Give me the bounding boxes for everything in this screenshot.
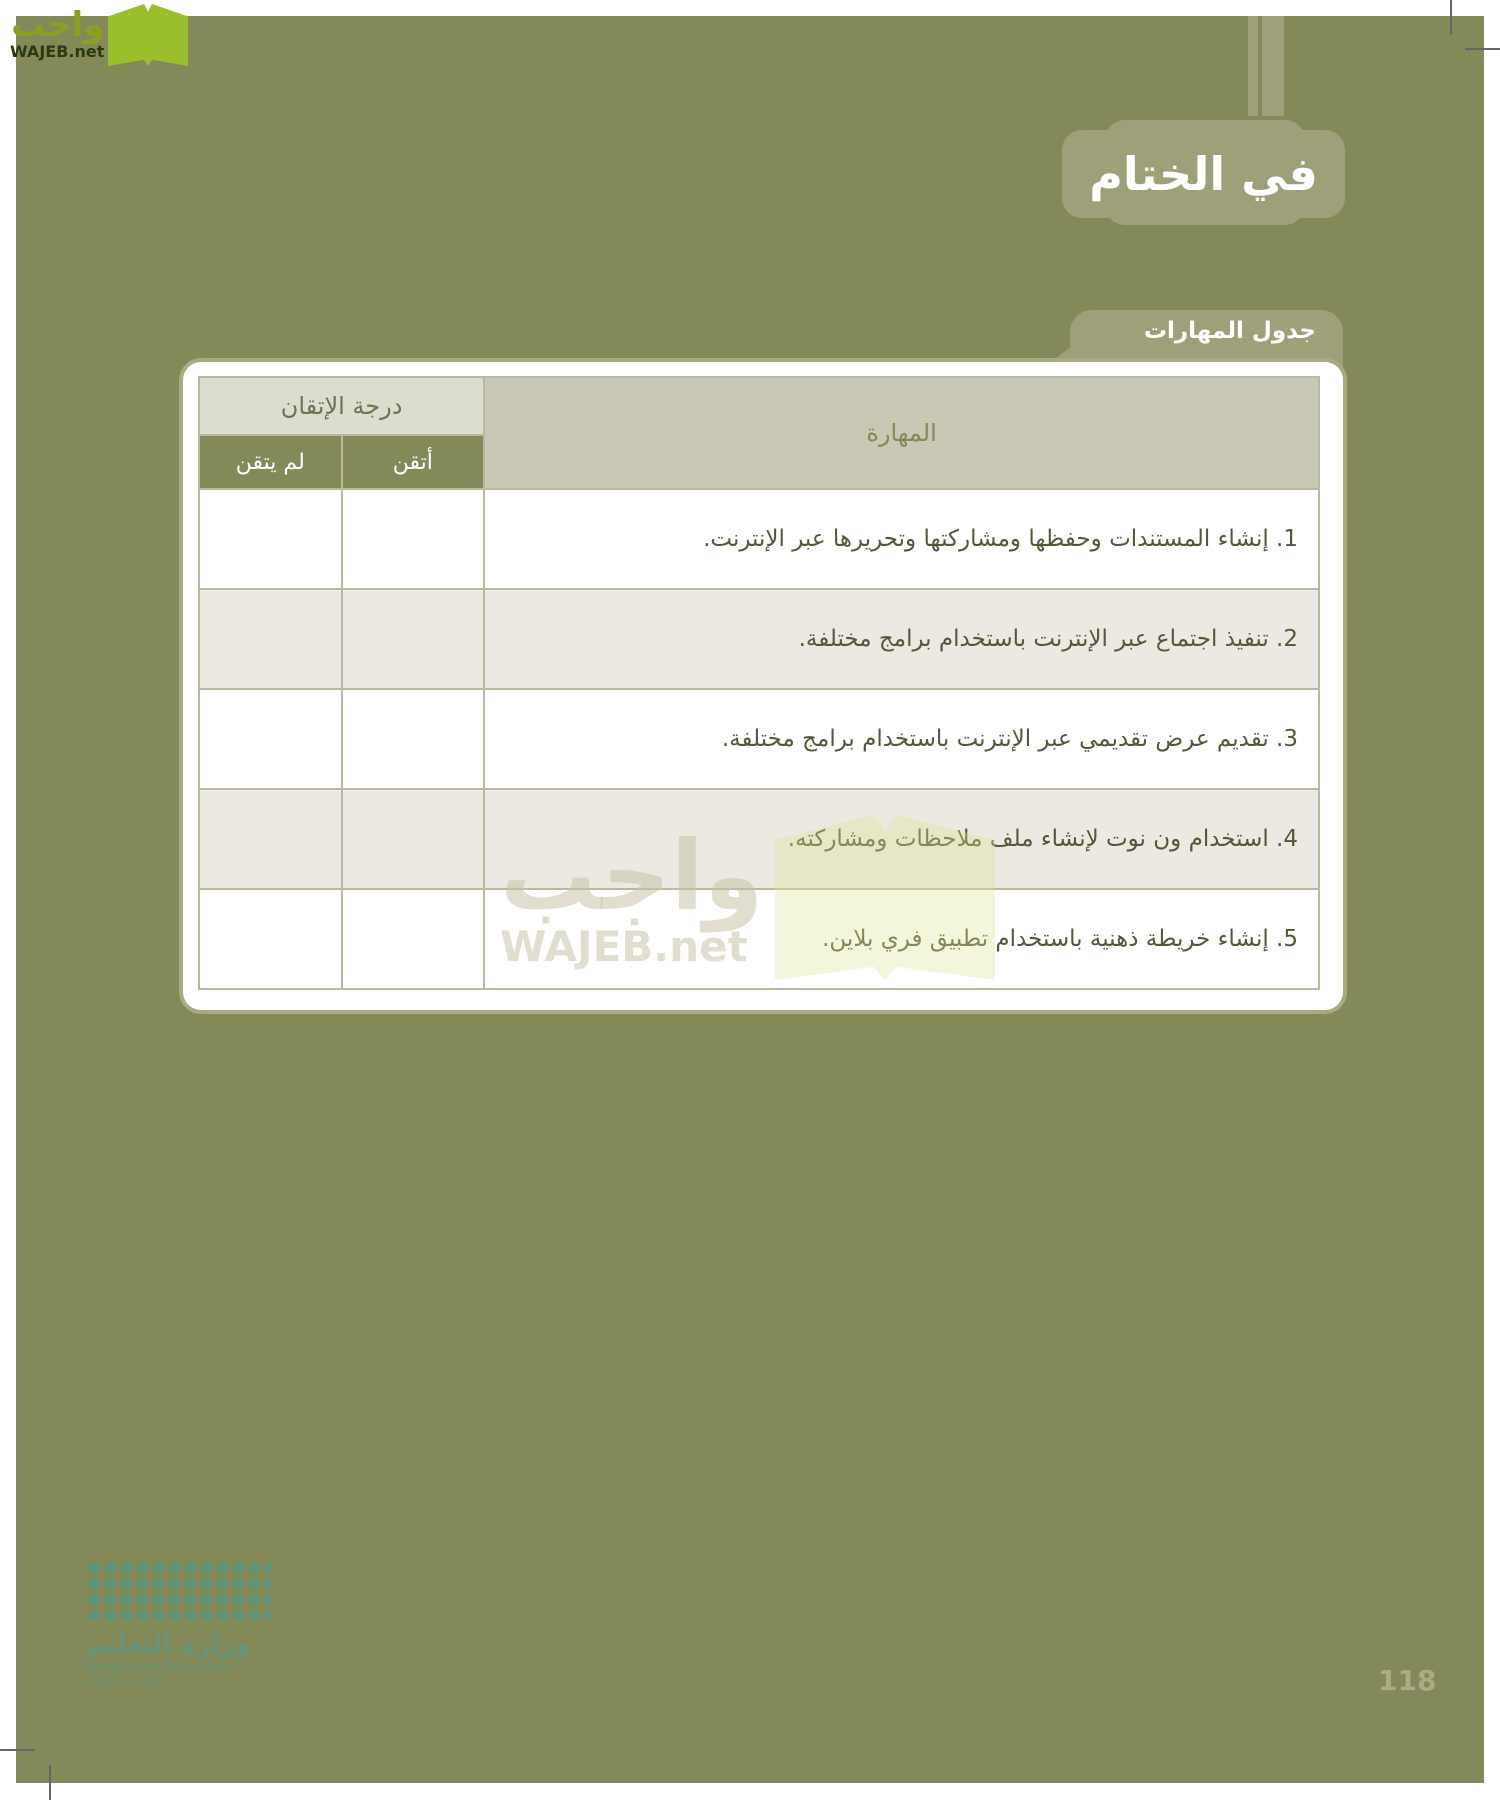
skill-cell: 1. إنشاء المستندات وحفظها ومشاركتها وتحريرها عبر الإنترنت. [484, 489, 1319, 589]
crop-mark [0, 1749, 35, 1751]
not-mastered-cell[interactable] [199, 789, 342, 889]
crop-mark [1450, 0, 1452, 35]
mastered-cell[interactable] [342, 489, 485, 589]
mastered-header: أتقن [342, 435, 485, 489]
mastered-cell[interactable] [342, 789, 485, 889]
not-mastered-cell[interactable] [199, 689, 342, 789]
skill-header: المهارة [484, 377, 1319, 489]
logo-book-icon [108, 4, 188, 66]
crop-mark [49, 1765, 51, 1800]
mastered-cell[interactable] [342, 889, 485, 989]
ministry-logo [86, 1560, 271, 1691]
watermark [500, 820, 763, 971]
page-title: في الختام [1089, 147, 1318, 201]
skill-cell: 5. إنشاء خريطة ذهنية باستخدام تطبيق فري بلاين. [484, 889, 1319, 989]
crop-mark [1465, 48, 1500, 50]
mastered-cell[interactable] [342, 589, 485, 689]
logo-english: WAJEB.net [10, 42, 105, 61]
logo-arabic: واجب [11, 5, 105, 45]
not-mastered-header: لم يتقن [199, 435, 342, 489]
section-title: جدول المهارات [1143, 318, 1316, 344]
decorative-cable [1248, 16, 1258, 116]
decorative-cable [1262, 16, 1284, 116]
degree-header: درجة الإتقان [199, 377, 484, 435]
wajeb-logo[interactable] [10, 5, 105, 61]
table-row [199, 589, 1319, 689]
table-row [199, 689, 1319, 789]
watermark-arabic: واجب [500, 820, 764, 932]
ministry-year: 2025 - 1447 [86, 1676, 166, 1691]
watermark-book-icon [775, 815, 995, 980]
table-row [199, 489, 1319, 589]
ministry-english: Ministry of Education [86, 1660, 234, 1676]
not-mastered-cell[interactable] [199, 489, 342, 589]
watermark-english: WAJEB.net [500, 922, 748, 971]
ministry-dots-icon [86, 1560, 271, 1620]
skill-cell: 4. استخدام ون نوت لإنشاء ملف ملاحظات ومشاركته. [484, 789, 1319, 889]
ministry-arabic: وزارة التعليم [86, 1630, 251, 1660]
page-number: 118 [1378, 1664, 1437, 1697]
not-mastered-cell[interactable] [199, 889, 342, 989]
mastered-cell[interactable] [342, 689, 485, 789]
not-mastered-cell[interactable] [199, 589, 342, 689]
skill-cell: 3. تقديم عرض تقديمي عبر الإنترنت باستخدام برامج مختلفة. [484, 689, 1319, 789]
skill-cell: 2. تنفيذ اجتماع عبر الإنترنت باستخدام برامج مختلفة. [484, 589, 1319, 689]
